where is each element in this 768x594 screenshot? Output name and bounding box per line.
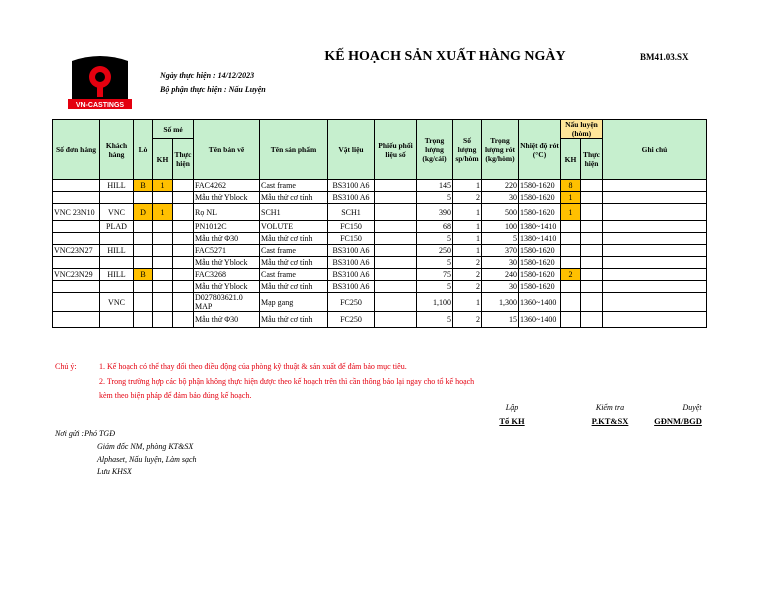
cell-heat-kh: 1 bbox=[153, 180, 173, 192]
cell-customer: VNC bbox=[100, 293, 134, 312]
cell-furnace: B bbox=[134, 180, 153, 192]
cell-material: BS3100 A6 bbox=[328, 281, 375, 293]
cell-temp: 1380~1410 bbox=[519, 233, 561, 245]
cell-order bbox=[53, 257, 100, 269]
cell-qty: 2 bbox=[453, 312, 482, 328]
cell-temp: 1580-1620 bbox=[519, 269, 561, 281]
table-row bbox=[53, 192, 707, 204]
cell-temp: 1580-1620 bbox=[519, 257, 561, 269]
cell-customer: HILL bbox=[100, 269, 134, 281]
cell-drawing: Mẫu thử Φ30 bbox=[194, 233, 260, 245]
cell-qty: 1 bbox=[453, 204, 482, 221]
signature-approved-title: Duyệt bbox=[682, 403, 702, 412]
cell-empty bbox=[581, 204, 603, 221]
cell-empty bbox=[375, 233, 417, 245]
cell-order bbox=[53, 192, 100, 204]
cell-furnace bbox=[134, 245, 153, 257]
recipient-line-3: Lưu KHSX bbox=[97, 467, 132, 476]
header-heat-kh: KH bbox=[153, 139, 173, 180]
cell-qty: 1 bbox=[453, 245, 482, 257]
signature-checked-title: Kiểm tra bbox=[595, 403, 625, 412]
cell-temp: 1580-1620 bbox=[519, 192, 561, 204]
cell-customer bbox=[100, 281, 134, 293]
cell-melt-kh bbox=[561, 293, 581, 312]
cell-customer: HILL bbox=[100, 245, 134, 257]
cell-qty: 2 bbox=[453, 257, 482, 269]
cell-furnace bbox=[134, 293, 153, 312]
cell-empty bbox=[581, 245, 603, 257]
cell-empty bbox=[375, 180, 417, 192]
cell-customer: PLAD bbox=[100, 221, 134, 233]
cell-drawing: Mẫu thử Yblock bbox=[194, 192, 260, 204]
cell-product: Mẫu thử cơ tính bbox=[260, 257, 328, 269]
cell-empty bbox=[173, 192, 194, 204]
cell-product: Cast frame bbox=[260, 269, 328, 281]
cell-material: SCH1 bbox=[328, 204, 375, 221]
cell-empty bbox=[603, 281, 707, 293]
cell-product: Mẫu thử cơ tính bbox=[260, 233, 328, 245]
cell-furnace bbox=[134, 221, 153, 233]
cell-empty bbox=[581, 312, 603, 328]
cell-customer bbox=[100, 257, 134, 269]
cell-empty bbox=[581, 293, 603, 312]
note-line-1: 1. Kế hoạch có thể thay đổi theo điều động của phòng kỹ thuật & sản xuất để đảm bảo mục tiêu. bbox=[99, 362, 407, 371]
cell-drawing: Mẫu thử Yblock bbox=[194, 257, 260, 269]
cell-weight: 390 bbox=[417, 204, 453, 221]
note-line-3: kèm theo biện pháp để đảm bảo đúng kế hoạch. bbox=[99, 391, 252, 400]
cell-qty: 2 bbox=[453, 192, 482, 204]
cell-material: BS3100 A6 bbox=[328, 269, 375, 281]
cell-material: FC250 bbox=[328, 293, 375, 312]
cell-melt-kh bbox=[561, 312, 581, 328]
cell-melt-kh: 1 bbox=[561, 192, 581, 204]
cell-weight: 5 bbox=[417, 192, 453, 204]
table-row bbox=[53, 204, 707, 221]
cell-temp: 1580-1620 bbox=[519, 204, 561, 221]
cell-heat-kh bbox=[153, 257, 173, 269]
cell-material: BS3100 A6 bbox=[328, 180, 375, 192]
cell-empty bbox=[173, 180, 194, 192]
cell-furnace: B bbox=[134, 269, 153, 281]
cell-empty bbox=[603, 180, 707, 192]
cell-empty bbox=[603, 221, 707, 233]
form-code: BM41.03.SX bbox=[640, 52, 689, 62]
cell-melt-kh: 1 bbox=[561, 204, 581, 221]
cell-empty bbox=[581, 281, 603, 293]
table-row bbox=[53, 293, 707, 312]
cell-weight: 1,100 bbox=[417, 293, 453, 312]
cell-qty: 1 bbox=[453, 221, 482, 233]
header-ticket: Phiếu phối liệu số bbox=[375, 120, 417, 180]
cell-material: FC150 bbox=[328, 233, 375, 245]
cell-weight: 68 bbox=[417, 221, 453, 233]
cell-pour: 220 bbox=[482, 180, 519, 192]
cell-material: BS3100 A6 bbox=[328, 245, 375, 257]
cell-empty bbox=[173, 293, 194, 312]
recipient-line-1: Giám đốc NM, phòng KT&SX bbox=[97, 442, 194, 451]
table-row bbox=[53, 269, 707, 281]
cell-empty bbox=[603, 233, 707, 245]
cell-drawing: D027803621.0 MAP bbox=[194, 293, 260, 312]
cell-melt-kh bbox=[561, 281, 581, 293]
cell-drawing: FAC4262 bbox=[194, 180, 260, 192]
cell-heat-kh bbox=[153, 192, 173, 204]
cell-empty bbox=[603, 245, 707, 257]
cell-heat-kh bbox=[153, 281, 173, 293]
cell-drawing: FAC3268 bbox=[194, 269, 260, 281]
cell-heat-kh: 1 bbox=[153, 204, 173, 221]
cell-product: VOLUTE bbox=[260, 221, 328, 233]
cell-empty bbox=[581, 192, 603, 204]
cell-temp: 1380~1410 bbox=[519, 221, 561, 233]
cell-empty bbox=[173, 257, 194, 269]
cell-order bbox=[53, 233, 100, 245]
cell-heat-kh bbox=[153, 233, 173, 245]
cell-empty bbox=[603, 293, 707, 312]
cell-empty bbox=[173, 281, 194, 293]
cell-heat-kh bbox=[153, 245, 173, 257]
cell-heat-kh bbox=[153, 269, 173, 281]
table-row bbox=[53, 233, 707, 245]
cell-order bbox=[53, 312, 100, 328]
cell-order bbox=[53, 281, 100, 293]
note-line-2: 2. Trong trường hợp các bộ phận không thực hiện được theo kế hoạch trên thì cần thông báo lại ngay cho tổ kế hoạch bbox=[99, 377, 475, 386]
table-row bbox=[53, 257, 707, 269]
header-drawing: Tên bản vẽ bbox=[194, 120, 260, 180]
header-order-no: Số đơn hàng bbox=[53, 120, 100, 180]
cell-melt-kh: 8 bbox=[561, 180, 581, 192]
signature-prepared-name: Tổ KH bbox=[499, 416, 525, 426]
cell-material: FC250 bbox=[328, 312, 375, 328]
cell-melt-kh bbox=[561, 233, 581, 245]
cell-furnace: D bbox=[134, 204, 153, 221]
cell-empty bbox=[375, 257, 417, 269]
cell-empty bbox=[581, 221, 603, 233]
cell-furnace bbox=[134, 312, 153, 328]
cell-empty bbox=[173, 312, 194, 328]
cell-order: VNC23N29 bbox=[53, 269, 100, 281]
cell-order bbox=[53, 221, 100, 233]
cell-melt-kh: 2 bbox=[561, 269, 581, 281]
header-product: Tên sản phẩm bbox=[260, 120, 328, 180]
recipients-label: Nơi gửi :Phó TGĐ bbox=[55, 429, 115, 438]
cell-qty: 1 bbox=[453, 293, 482, 312]
page-title: KẾ HOẠCH SẢN XUẤT HÀNG NGÀY bbox=[324, 49, 566, 64]
cell-empty bbox=[581, 233, 603, 245]
cell-qty: 1 bbox=[453, 180, 482, 192]
cell-order: VNC 23N10 bbox=[53, 204, 100, 221]
cell-pour: 240 bbox=[482, 269, 519, 281]
cell-empty bbox=[581, 269, 603, 281]
table-row bbox=[53, 245, 707, 257]
cell-pour: 1,300 bbox=[482, 293, 519, 312]
cell-pour: 500 bbox=[482, 204, 519, 221]
cell-empty bbox=[375, 293, 417, 312]
date-line: Ngày thực hiện : 14/12/2023 bbox=[160, 71, 255, 80]
header-weight: Trọng lượng (kg/cái) bbox=[417, 120, 453, 180]
header-pour-temp: Nhiệt độ rót (°C) bbox=[519, 120, 561, 180]
cell-drawing: FAC5271 bbox=[194, 245, 260, 257]
cell-empty bbox=[603, 312, 707, 328]
header-melt: Nấu luyện (hòm) bbox=[561, 120, 603, 139]
cell-order bbox=[53, 293, 100, 312]
header-material: Vật liệu bbox=[328, 120, 375, 180]
cell-weight: 75 bbox=[417, 269, 453, 281]
cell-qty: 1 bbox=[453, 233, 482, 245]
header-pour-weight: Trọng lượng rót (kg/hòm) bbox=[482, 120, 519, 180]
header-customer: Khách hàng bbox=[100, 120, 134, 180]
cell-weight: 5 bbox=[417, 257, 453, 269]
cell-pour: 5 bbox=[482, 233, 519, 245]
cell-drawing: Mẫu thử Yblock bbox=[194, 281, 260, 293]
cell-drawing: Mẫu thử Φ30 bbox=[194, 312, 260, 328]
cell-empty bbox=[375, 312, 417, 328]
table-row bbox=[53, 221, 707, 233]
cell-customer: VNC bbox=[100, 204, 134, 221]
cell-product: Mẫu thử cơ tính bbox=[260, 281, 328, 293]
cell-furnace bbox=[134, 281, 153, 293]
cell-heat-kh bbox=[153, 293, 173, 312]
cell-material: FC150 bbox=[328, 221, 375, 233]
header-heat-actual: Thực hiện bbox=[173, 139, 194, 180]
cell-empty bbox=[375, 245, 417, 257]
cell-temp: 1580-1620 bbox=[519, 245, 561, 257]
cell-empty bbox=[173, 204, 194, 221]
cell-heat-kh bbox=[153, 221, 173, 233]
company-logo bbox=[68, 55, 132, 109]
cell-product: SCH1 bbox=[260, 204, 328, 221]
cell-customer bbox=[100, 312, 134, 328]
cell-empty bbox=[375, 269, 417, 281]
cell-customer bbox=[100, 192, 134, 204]
cell-pour: 30 bbox=[482, 192, 519, 204]
cell-temp: 1580-1620 bbox=[519, 281, 561, 293]
cell-empty bbox=[603, 192, 707, 204]
cell-qty: 2 bbox=[453, 281, 482, 293]
cell-product: Mẫu thử cơ tính bbox=[260, 312, 328, 328]
cell-heat-kh bbox=[153, 312, 173, 328]
cell-empty bbox=[581, 257, 603, 269]
cell-empty bbox=[375, 192, 417, 204]
cell-empty bbox=[173, 221, 194, 233]
cell-pour: 100 bbox=[482, 221, 519, 233]
cell-pour: 370 bbox=[482, 245, 519, 257]
cell-qty: 2 bbox=[453, 269, 482, 281]
cell-drawing: PN1012C bbox=[194, 221, 260, 233]
cell-product: Mẫu thử cơ tính bbox=[260, 192, 328, 204]
cell-material: BS3100 A6 bbox=[328, 192, 375, 204]
cell-melt-kh bbox=[561, 245, 581, 257]
cell-pour: 30 bbox=[482, 257, 519, 269]
production-plan-table bbox=[52, 119, 707, 328]
signature-prepared-title: Lập bbox=[505, 403, 519, 412]
svg-text:VN-CASTINGS: VN-CASTINGS bbox=[75, 102, 125, 109]
cell-weight: 145 bbox=[417, 180, 453, 192]
header-melt-kh: KH bbox=[561, 139, 581, 180]
cell-empty bbox=[375, 281, 417, 293]
table-row bbox=[53, 281, 707, 293]
cell-weight: 5 bbox=[417, 312, 453, 328]
header-qty: Số lượng sp/hòm bbox=[453, 120, 482, 180]
cell-temp: 1580-1620 bbox=[519, 180, 561, 192]
cell-customer bbox=[100, 233, 134, 245]
cell-pour: 30 bbox=[482, 281, 519, 293]
table-row bbox=[53, 180, 707, 192]
table-row bbox=[53, 312, 707, 328]
header-melt-actual: Thực hiện bbox=[581, 139, 603, 180]
cell-material: BS3100 A6 bbox=[328, 257, 375, 269]
cell-furnace bbox=[134, 192, 153, 204]
department-line: Bộ phận thực hiện : Nấu Luyện bbox=[160, 85, 266, 94]
cell-weight: 5 bbox=[417, 233, 453, 245]
cell-empty bbox=[603, 204, 707, 221]
cell-furnace bbox=[134, 233, 153, 245]
cell-product: Mạp gang bbox=[260, 293, 328, 312]
cell-drawing: Rọ NL bbox=[194, 204, 260, 221]
cell-order bbox=[53, 180, 100, 192]
cell-empty bbox=[173, 245, 194, 257]
cell-empty bbox=[581, 180, 603, 192]
cell-empty bbox=[173, 233, 194, 245]
header-heat-no: Số mẻ bbox=[153, 120, 194, 139]
cell-product: Cast frame bbox=[260, 180, 328, 192]
notes-label: Chú ý: bbox=[55, 362, 77, 371]
cell-temp: 1360~1400 bbox=[519, 293, 561, 312]
signature-checked-name: P.KT&SX bbox=[591, 416, 629, 426]
cell-empty bbox=[603, 269, 707, 281]
cell-melt-kh bbox=[561, 257, 581, 269]
cell-temp: 1360~1400 bbox=[519, 312, 561, 328]
cell-empty bbox=[603, 257, 707, 269]
cell-melt-kh bbox=[561, 221, 581, 233]
cell-pour: 15 bbox=[482, 312, 519, 328]
cell-empty bbox=[173, 269, 194, 281]
cell-weight: 250 bbox=[417, 245, 453, 257]
cell-order: VNC23N27 bbox=[53, 245, 100, 257]
cell-weight: 5 bbox=[417, 281, 453, 293]
cell-furnace bbox=[134, 257, 153, 269]
cell-empty bbox=[375, 221, 417, 233]
signature-approved-name: GĐNM/BGD bbox=[654, 416, 702, 426]
recipient-line-2: Alphaset, Nấu luyện, Làm sạch bbox=[97, 455, 197, 464]
header-furnace: Lò bbox=[134, 120, 153, 180]
cell-product: Cast frame bbox=[260, 245, 328, 257]
cell-customer: HILL bbox=[100, 180, 134, 192]
header-notes: Ghi chú bbox=[603, 120, 707, 180]
cell-empty bbox=[375, 204, 417, 221]
